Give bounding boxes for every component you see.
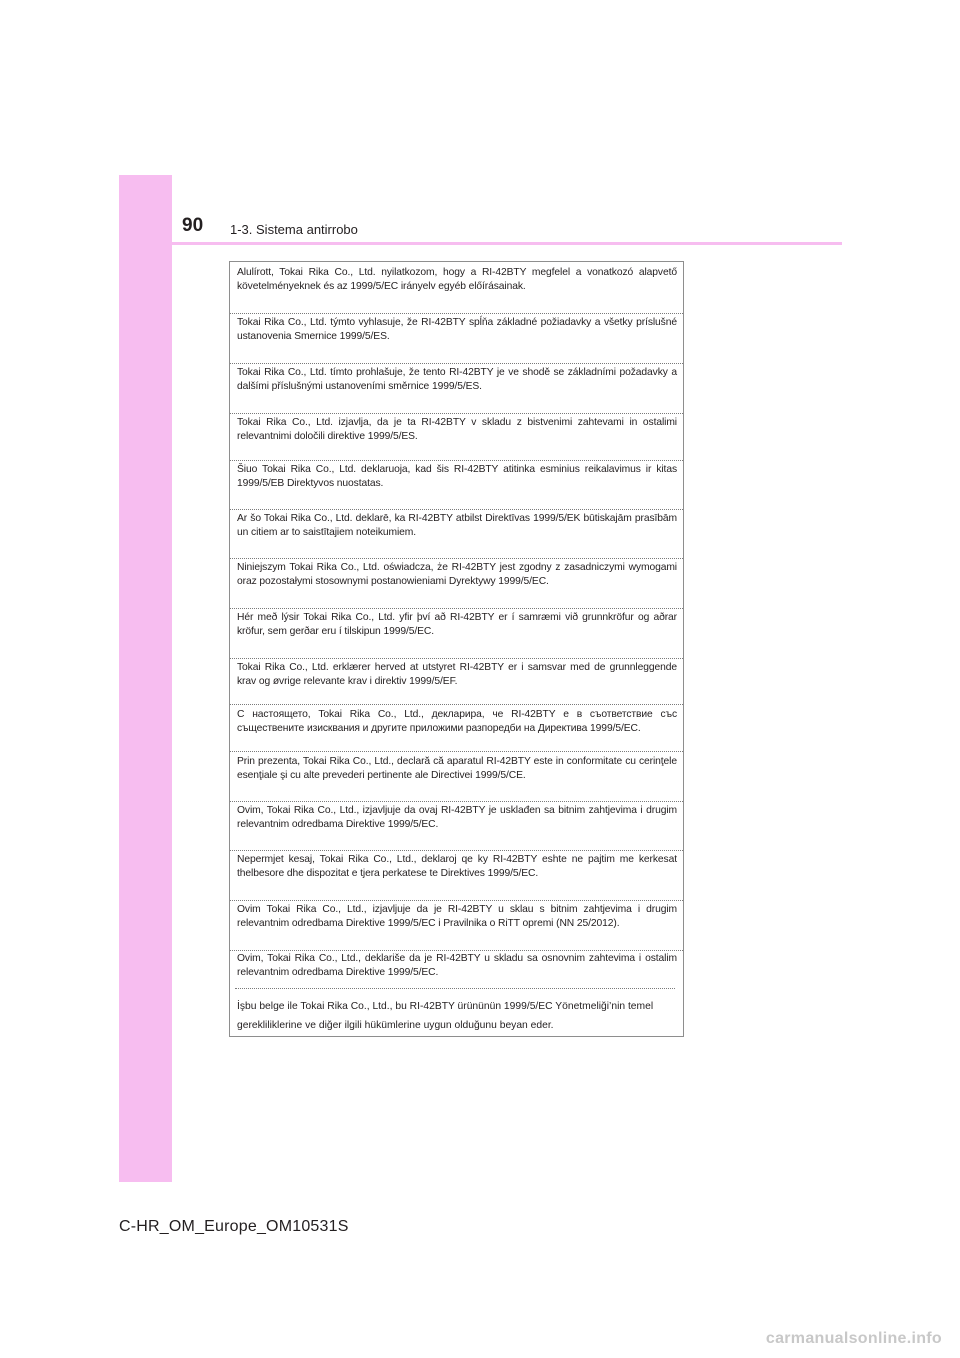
declaration-bulgarian: С настоящето, Tokai Rika Co., Ltd., декларира, че RI-42BTY е в съответствие със съществените изисквания и другите приложими разпоредби на Директива 1999/5/EC.: [237, 709, 677, 734]
separator: [230, 950, 683, 951]
declaration-croatian-1: Ovim, Tokai Rika Co., Ltd., izjavljuje da ovaj RI-42BTY je usklađen sa bitnim zahtjevima i drugim relevantnim odredbama Direktive 1999/5/EC.: [237, 805, 677, 830]
separator: [230, 608, 683, 609]
separator: [230, 313, 683, 314]
separator: [230, 850, 683, 851]
declaration-serbian: Ovim, Tokai Rika Co., Ltd., deklariše da je RI-42BTY u skladu sa osnovnim zahtevima i ostalim relevantnim odredbama Direktive 1999/5/EC.: [237, 953, 677, 978]
separator: [235, 988, 675, 989]
declaration-turkish-line-2: gerekliliklerine ve diğer ilgili hükümlerine uygun olduğunu beyan eder.: [237, 1020, 554, 1031]
separator: [230, 751, 683, 752]
separator: [230, 900, 683, 901]
document-code: C-HR_OM_Europe_OM10531S: [119, 1218, 349, 1235]
declaration-slovak: Tokai Rika Co., Ltd. týmto vyhlasuje, že RI-42BTY spĺňa základné požiadavky a všetky príslušné ustanovenia Smernice 1999/5/ES.: [237, 317, 677, 342]
declarations-box: [229, 261, 684, 1037]
declaration-romanian: Prin prezenta, Tokai Rika Co., Ltd., declară că aparatul RI-42BTY este in conformitate cu cerinţele esenţiale şi cu alte prevederi pertinente ale Directivei 1999/5/CE.: [237, 756, 677, 781]
separator: [230, 413, 683, 414]
declaration-latvian: Ar šo Tokai Rika Co., Ltd. deklarē, ka RI-42BTY atbilst Direktīvas 1999/5/EK būtiskajām prasībām un citiem ar to saistītajiem noteikumiem.: [237, 513, 677, 538]
declaration-icelandic: Hér með lýsir Tokai Rika Co., Ltd. yfir því að RI-42BTY er í samræmi við grunnkröfur og aðrar kröfur, sem gerðar eru í tilskipun 1999/5/EC.: [237, 612, 677, 637]
declaration-czech: Tokai Rika Co., Ltd. tímto prohlašuje, že tento RI-42BTY je ve shodě se základními požadavky a dalšími příslušnými ustanoveními směrnice 1999/5/ES.: [237, 367, 677, 392]
declaration-polish: Niniejszym Tokai Rika Co., Ltd. oświadcza, że RI-42BTY jest zgodny z zasadniczymi wymogami oraz pozostałymi stosownymi postanowieniami Dyrektywy 1999/5/EC.: [237, 562, 677, 587]
watermark: carmanualsonline.info: [765, 1330, 942, 1347]
declaration-albanian: Nepermjet kesaj, Tokai Rika Co., Ltd., deklaroj qe ky RI-42BTY eshte ne pajtim me kerkesat thelbesore dhe dispozitat e tjera perkatese te Direktives 1999/5/EC.: [237, 854, 677, 879]
declaration-hungarian: Alulírott, Tokai Rika Co., Ltd. nyilatkozom, hogy a RI-42BTY megfelel a vonatkozó alapvető követelményeknek és az 1999/5/EC irányelv egyéb előírásainak.: [237, 267, 677, 292]
separator: [230, 460, 683, 461]
section-title: 1-3. Sistema antirrobo: [230, 222, 358, 237]
header-rule: [119, 242, 842, 245]
page-number: 90: [182, 215, 204, 236]
declaration-norwegian: Tokai Rika Co., Ltd. erklærer herved at utstyret RI-42BTY er i samsvar med de grunnleggende krav og øvrige relevante krav i direktiv 1999/5/EF.: [237, 662, 677, 687]
declaration-lithuanian: Šiuo Tokai Rika Co., Ltd. deklaruoja, kad šis RI-42BTY atitinka esminius reikalavimus ir kitas 1999/5/EB Direktyvos nuostatas.: [237, 464, 677, 489]
separator: [230, 363, 683, 364]
separator: [230, 704, 683, 705]
declaration-slovenian: Tokai Rika Co., Ltd. izjavlja, da je ta RI-42BTY v skladu z bistvenimi zahtevami in ostalimi relevantnimi določili direktive 1999/5/ES.: [237, 417, 677, 442]
separator: [230, 801, 683, 802]
separator: [230, 558, 683, 559]
declaration-croatian-2: Ovim Tokai Rika Co., Ltd., izjavljuje da je RI-42BTY u sklau s bitnim zahtjevima i drugim relevantnim odredbama Direktive 1999/5/EC i Pravilnika o RiTT opremi (NN 25/2012).: [237, 904, 677, 929]
declaration-turkish-line-1: İşbu belge ile Tokai Rika Co., Ltd., bu RI-42BTY ürününün 1999/5/EC Yönetmeliği’nin temel: [237, 1001, 654, 1012]
pink-sidebar: [119, 175, 172, 1182]
separator: [230, 658, 683, 659]
separator: [230, 509, 683, 510]
